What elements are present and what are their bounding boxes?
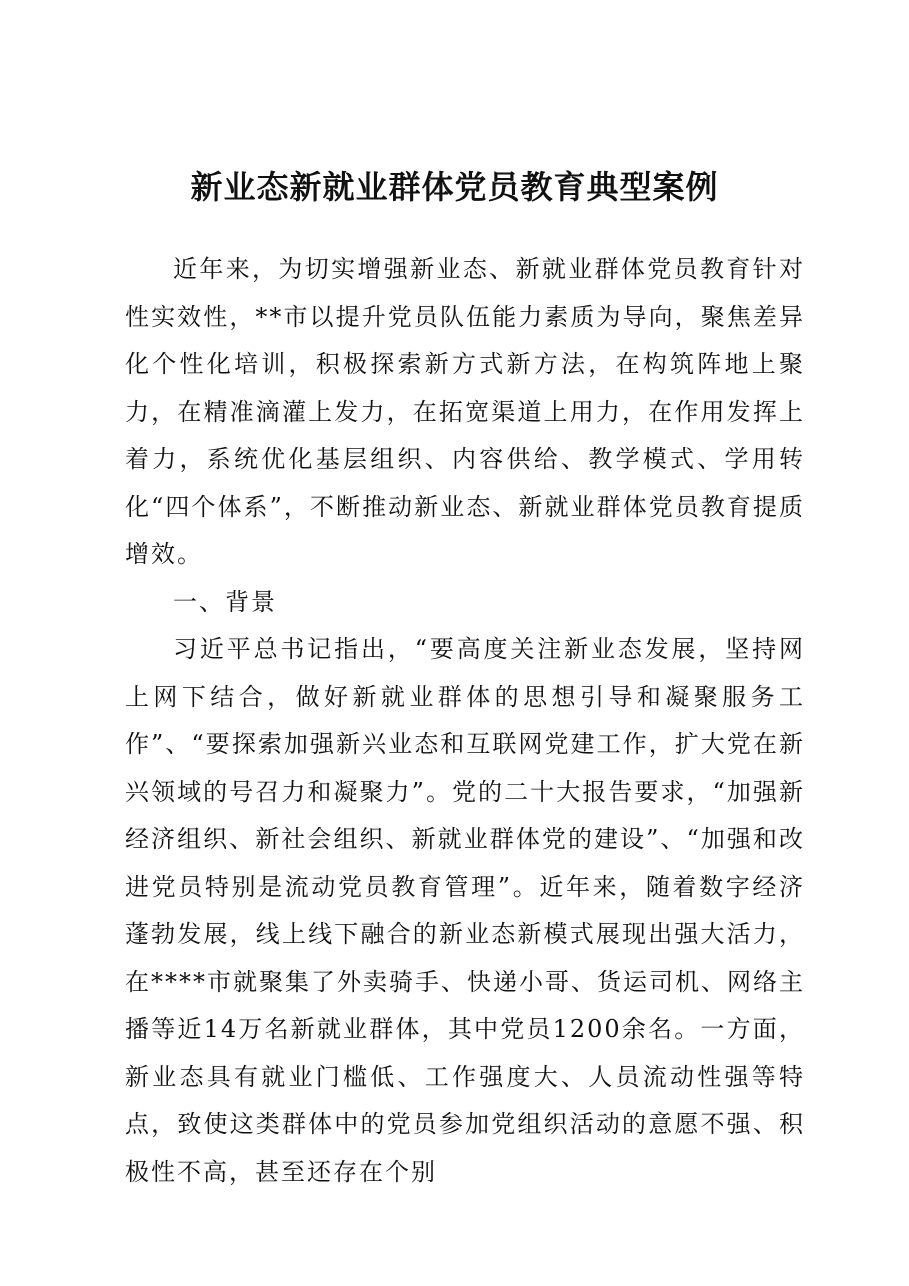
document-body (125, 246, 805, 1196)
background-paragraph: 习近平总书记指出，“要高度关注新业态发展，坚持网上网下结合，做好新就业群体的思想引导和凝聚服务工作”、“要探索加强新兴业态和互联网党建工作，扩大党在新兴领域的号召力和凝聚力”。党的二十大报告要求，“加强新经济组织、新社会组织、新就业群体党的建设”、“加强和改进党员特别是流动党员教育管理”。近年来，随着数字经济蓬勃发展，线上线下融合的新业态新模式展现出强大活力，在****市就聚集了外卖骑手、快递小哥、货运司机、网络主播等近14万名新就业群体，其中党员1200余名。一方面，新业态具有就业门槛低、工作强度大、人员流动性强等特点，致使这类群体中的党员参加党组织活动的意愿不强、积极性不高，甚至还存在个别 (125, 635, 805, 1186)
section-heading-background: 一、背景 (173, 587, 277, 616)
intro-paragraph: 近年来，为切实增强新业态、新就业群体党员教育针对性实效性，**市以提升党员队伍能力素质为导向，聚焦差异化个性化培训，积极探索新方式新方法，在构筑阵地上聚力，在精准滴灌上发力，在拓宽渠道上用力，在作用发挥上着力，系统优化基层组织、内容供给、教学模式、学用转化“四个体系”，不断推动新业态、新就业群体党员教育提质增效。 (125, 255, 805, 568)
document-title: 新业态新就业群体党员教育典型案例 (190, 168, 719, 206)
